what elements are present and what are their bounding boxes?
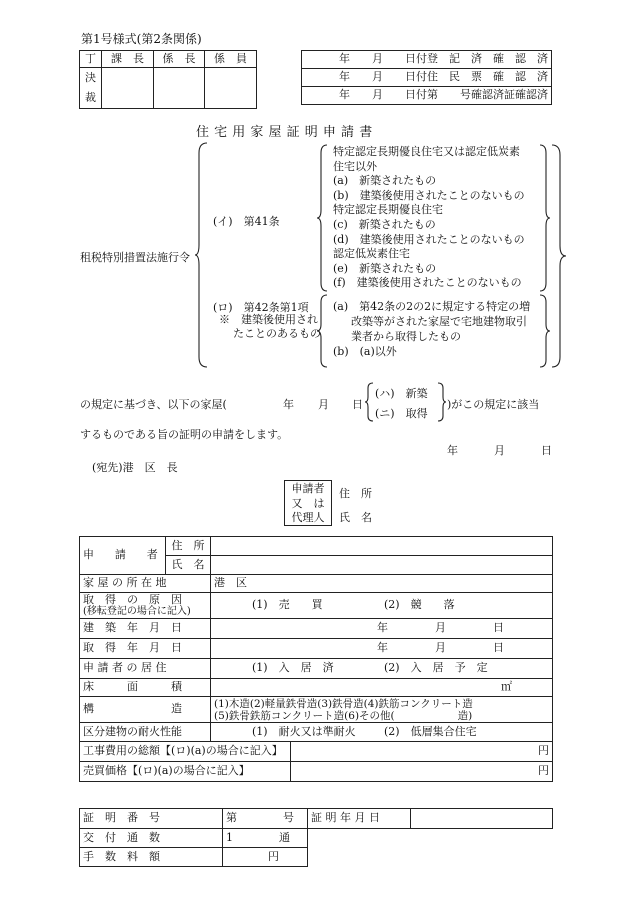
certificate-table	[79, 808, 308, 867]
cause-sublabel: (移転登記の場合に記入)	[83, 605, 191, 617]
option-line: (e) 新築されたもの	[333, 261, 437, 275]
option-line: 改築等がされた家屋で宅地建物取引	[351, 315, 527, 328]
addressee: (宛先)港 区 長	[92, 461, 178, 474]
address-label: 住 所	[166, 537, 211, 556]
article-42-brace-icon	[317, 295, 329, 367]
option-line: (f) 建築後使用されたことのないもの	[333, 276, 522, 290]
approval-mark-3: 裁	[85, 91, 96, 104]
option-line: (b) 建築後使用されたことのないもの	[333, 188, 525, 202]
residence-label: 申 請 者 の 居 住	[80, 659, 211, 679]
applicant-name-label: 氏 名	[339, 511, 372, 524]
construction-cost-field[interactable]	[291, 742, 553, 762]
fee-field[interactable]	[223, 848, 308, 867]
floor-area-unit: ㎡	[501, 680, 512, 694]
cert-number-prefix: 第	[226, 811, 237, 825]
article-41-right-brace-icon	[540, 145, 552, 291]
name-label: 氏 名	[166, 556, 211, 575]
fee-unit: 円	[268, 849, 279, 863]
structure-options-1[interactable]: (1)木造(2)軽量鉄骨造(3)鉄骨造(4)鉄筋コンクリート造	[214, 697, 473, 710]
acquisition-choice	[375, 384, 428, 424]
acquired-day: 日	[493, 641, 504, 655]
choice-brace-left-icon	[365, 383, 375, 421]
article-41-options	[333, 145, 525, 291]
outer-right-brace-icon	[552, 145, 568, 367]
article-41-brace-icon	[317, 145, 329, 291]
cause-label: 取 得 の 原 因	[83, 592, 182, 606]
name-field[interactable]	[211, 556, 553, 575]
cause-option-sale[interactable]: (1) 売 買	[252, 598, 323, 612]
built-year: 年	[377, 621, 388, 635]
article-42-label: (ロ) 第42条第1項	[213, 301, 309, 314]
copies-field[interactable]	[223, 829, 308, 848]
approval-header-2: 係 長	[154, 51, 205, 68]
option-line: 住宅以外	[333, 159, 377, 173]
location-label: 家 屋 の 所 在 地	[80, 575, 211, 593]
construction-cost-label: 工事費用の総額【(ロ)(a)の場合に記入】	[80, 742, 291, 762]
article-42-right-brace-icon	[540, 295, 552, 367]
option-line: (d) 建築後使用されたことのないもの	[333, 232, 525, 246]
fire-resistance-label: 区分建物の耐火性能	[80, 723, 211, 742]
statement-year: 年	[283, 398, 294, 411]
option-line: 認定低炭素住宅	[333, 247, 410, 261]
cert-number-suffix: 号	[283, 811, 294, 825]
document-title: 住 宅 用 家 屋 証 明 申 請 書	[196, 125, 373, 140]
form-label: 第1号様式(第2条関係)	[81, 32, 202, 46]
address-field[interactable]	[211, 537, 553, 556]
role-line: 申請者	[291, 482, 325, 495]
cert-number-label: 証 明 番 号	[80, 809, 223, 829]
option-line: 業者から取得したもの	[351, 330, 461, 343]
floor-area-label: 床 面 積	[80, 679, 211, 697]
registry-table	[301, 50, 552, 105]
note-line: たことのあるもの	[233, 327, 321, 340]
fee-label: 手 数 料 額	[80, 848, 223, 867]
residence-option-moved[interactable]: (1) 入 居 済	[252, 661, 334, 675]
law-name: 租税特別措置法施行令	[80, 251, 190, 264]
approval-mark-2: 決	[85, 71, 96, 84]
statement-pre: の規定に基づき、以下の家屋(	[80, 398, 227, 411]
statement-day: 日	[352, 398, 363, 411]
registry-row[interactable]: 年 月 日付第 号確認済証確認済	[302, 87, 552, 105]
statement-line2: するものである旨の証明の申請をします。	[80, 428, 289, 441]
cost-unit: 円	[538, 744, 549, 758]
fire-option-resistant[interactable]: (1) 耐火又は準耐火	[252, 724, 356, 738]
approval-stamp-1[interactable]	[102, 68, 154, 109]
approval-header-1: 課 長	[102, 51, 154, 68]
option-line: (c) 新築されたもの	[333, 217, 436, 231]
registry-row[interactable]: 年 月 日付住 民 票 確 認 済	[302, 69, 552, 87]
option-acquired[interactable]: (ニ) 取得	[375, 407, 428, 420]
sale-price-label: 売買価格【(ロ)(a)の場合に記入】	[80, 762, 291, 782]
note-line: ※ 建築後使用され	[219, 313, 318, 326]
approval-header-3: 係 員	[205, 51, 257, 68]
approval-stamp-2[interactable]	[154, 68, 205, 109]
main-table	[79, 536, 553, 782]
option-new-build[interactable]: (ハ) 新築	[375, 387, 428, 400]
apply-year: 年	[447, 444, 458, 457]
built-date-label: 建 築 年 月 日	[80, 619, 211, 639]
approval-mark-1: 丁	[80, 51, 102, 68]
outer-brace-icon	[195, 143, 209, 368]
acquired-month: 月	[435, 641, 446, 655]
apply-day: 日	[541, 444, 552, 457]
option-line: 特定認定長期優良住宅	[333, 203, 443, 217]
cert-date-table	[307, 808, 553, 829]
floor-area-field[interactable]	[211, 679, 553, 697]
statement-month: 月	[318, 398, 329, 411]
acquired-date-label: 取 得 年 月 日	[80, 639, 211, 659]
built-month: 月	[435, 621, 446, 635]
cause-option-auction[interactable]: (2) 競 落	[384, 598, 455, 612]
approval-table	[79, 50, 257, 109]
fire-option-low-rise[interactable]: (2) 低層集合住宅	[384, 724, 477, 738]
option-line: (a) 新築されたもの	[333, 174, 437, 188]
role-line: 代理人	[291, 511, 325, 524]
registry-row[interactable]: 年 月 日付登 記 済 確 認 済	[302, 51, 552, 69]
approval-stamp-3[interactable]	[205, 68, 257, 109]
article-41-label: (イ) 第41条	[213, 215, 280, 228]
applicant-address-label: 住 所	[339, 487, 372, 500]
statement-post: )がこの規定に該当	[447, 398, 540, 411]
price-unit: 円	[538, 764, 549, 778]
sale-price-field[interactable]	[291, 762, 553, 782]
acquired-year: 年	[377, 641, 388, 655]
built-day: 日	[493, 621, 504, 635]
acquired-date-field[interactable]	[211, 639, 553, 659]
article-42-options	[333, 299, 530, 359]
location-field[interactable]: 港 区	[211, 575, 553, 593]
copies-unit: 通	[279, 830, 290, 844]
cert-date-field[interactable]	[411, 809, 553, 829]
residence-option-planned[interactable]: (2) 入 居 予 定	[384, 661, 488, 675]
option-line: (a) 第42条の2の2に規定する特定の増	[333, 300, 531, 313]
applicant-label: 申 請 者	[80, 537, 166, 575]
option-line: (b) (a)以外	[333, 345, 397, 358]
structure-label: 構 造	[80, 697, 211, 723]
built-date-field[interactable]	[211, 619, 553, 639]
apply-month: 月	[494, 444, 505, 457]
cert-number-field[interactable]	[223, 809, 308, 829]
role-line: 又 は	[291, 496, 325, 510]
copies-value: 1	[226, 830, 233, 844]
article-42-note	[213, 313, 321, 341]
cert-date-label: 証 明 年 月 日	[308, 809, 411, 829]
structure-options-2[interactable]: (5)鉄骨鉄筋コンクリート造(6)その他( 造)	[214, 709, 473, 722]
copies-label: 交 付 通 数	[80, 829, 223, 848]
applicant-role-box	[284, 480, 332, 526]
option-line: 特定認定長期優良住宅又は認定低炭素	[333, 145, 520, 158]
